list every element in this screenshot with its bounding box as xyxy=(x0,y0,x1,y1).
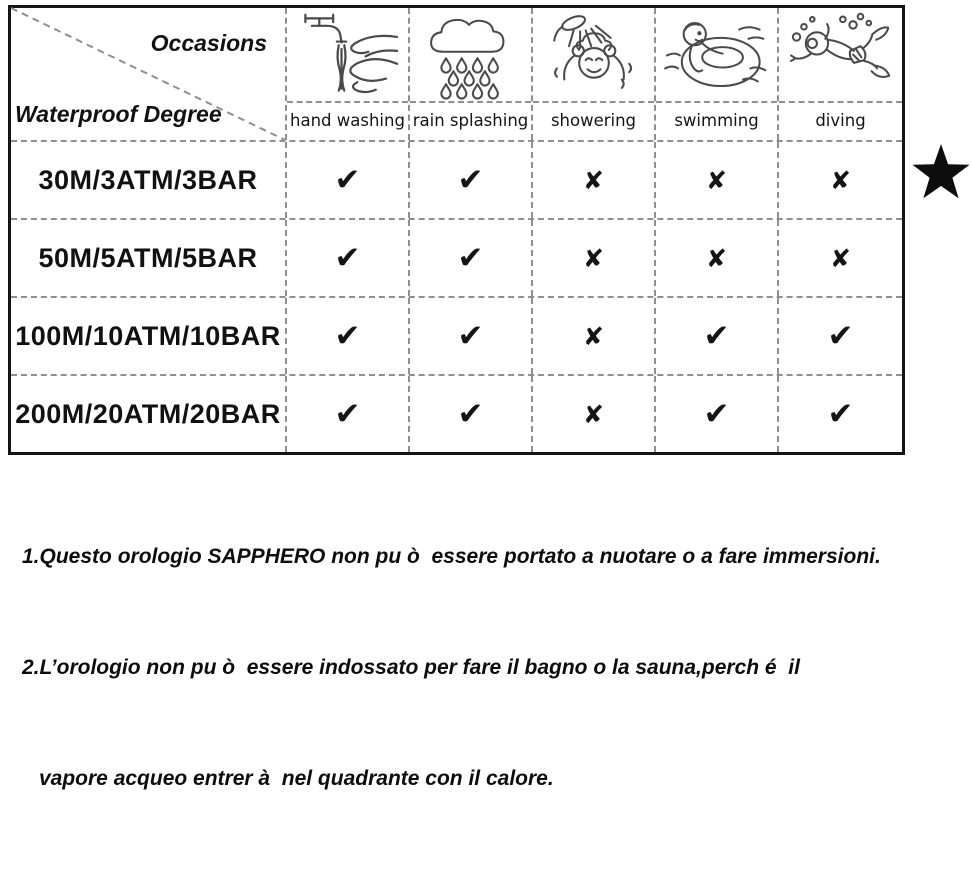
mark-cell: ✔ xyxy=(285,298,408,374)
mark-cell: ✘ xyxy=(531,142,654,218)
column-label: showering xyxy=(533,101,654,138)
mark-cell: ✔ xyxy=(654,298,777,374)
hand-washing-icon xyxy=(287,8,408,101)
mark-cell: ✔ xyxy=(285,142,408,218)
mark-cell: ✘ xyxy=(654,220,777,296)
table-row xyxy=(11,218,902,296)
table-row xyxy=(11,374,902,452)
mark-cell: ✘ xyxy=(531,220,654,296)
waterproof-degree-label: Waterproof Degree xyxy=(15,101,222,127)
mark-cell: ✔ xyxy=(408,298,531,374)
mark-cell: ✘ xyxy=(777,142,902,218)
occasions-label: Occasions xyxy=(150,30,267,56)
mark-cell: ✔ xyxy=(777,376,902,452)
note-line-2: 2.L’orologio non pu ò essere indossato per fare il bagno o la sauna,perch é il xyxy=(22,656,800,679)
showering-icon xyxy=(533,8,654,101)
column-label: diving xyxy=(779,101,902,138)
star-icon xyxy=(911,142,971,206)
mark-cell: ✘ xyxy=(654,142,777,218)
mark-cell: ✔ xyxy=(285,220,408,296)
column-swimming xyxy=(654,8,777,140)
mark-cell: ✔ xyxy=(408,142,531,218)
table-row xyxy=(11,140,902,218)
mark-cell: ✘ xyxy=(531,376,654,452)
swimming-icon xyxy=(656,8,777,101)
mark-cell: ✘ xyxy=(777,220,902,296)
degree-label: 200M/20ATM/20BAR xyxy=(15,398,281,429)
corner-cell xyxy=(11,8,285,140)
column-label: hand washing xyxy=(287,101,408,138)
mark-cell: ✘ xyxy=(531,298,654,374)
table-row xyxy=(11,296,902,374)
mark-cell: ✔ xyxy=(408,376,531,452)
mark-cell: ✔ xyxy=(285,376,408,452)
note-line-3: vapore acqueo entrer à nel quadrante con il calore. xyxy=(39,767,554,790)
header-row xyxy=(11,8,902,140)
footnotes xyxy=(22,464,962,871)
waterproof-table xyxy=(8,5,905,455)
column-diving xyxy=(777,8,902,140)
column-hand-washing xyxy=(285,8,408,140)
diving-icon xyxy=(779,8,902,101)
degree-label: 100M/10ATM/10BAR xyxy=(15,320,281,351)
mark-cell: ✔ xyxy=(654,376,777,452)
mark-cell: ✔ xyxy=(777,298,902,374)
degree-label: 30M/3ATM/3BAR xyxy=(38,164,258,195)
mark-cell: ✔ xyxy=(408,220,531,296)
rain-splashing-icon xyxy=(410,8,531,101)
column-showering xyxy=(531,8,654,140)
degree-label: 50M/5ATM/5BAR xyxy=(38,242,258,273)
column-label: rain splashing xyxy=(410,101,531,138)
column-rain-splashing xyxy=(408,8,531,140)
note-line-1: 1.Questo orologio SAPPHERO non pu ò essere portato a nuotare o a fare immersioni. xyxy=(22,545,881,568)
column-label: swimming xyxy=(656,101,777,138)
